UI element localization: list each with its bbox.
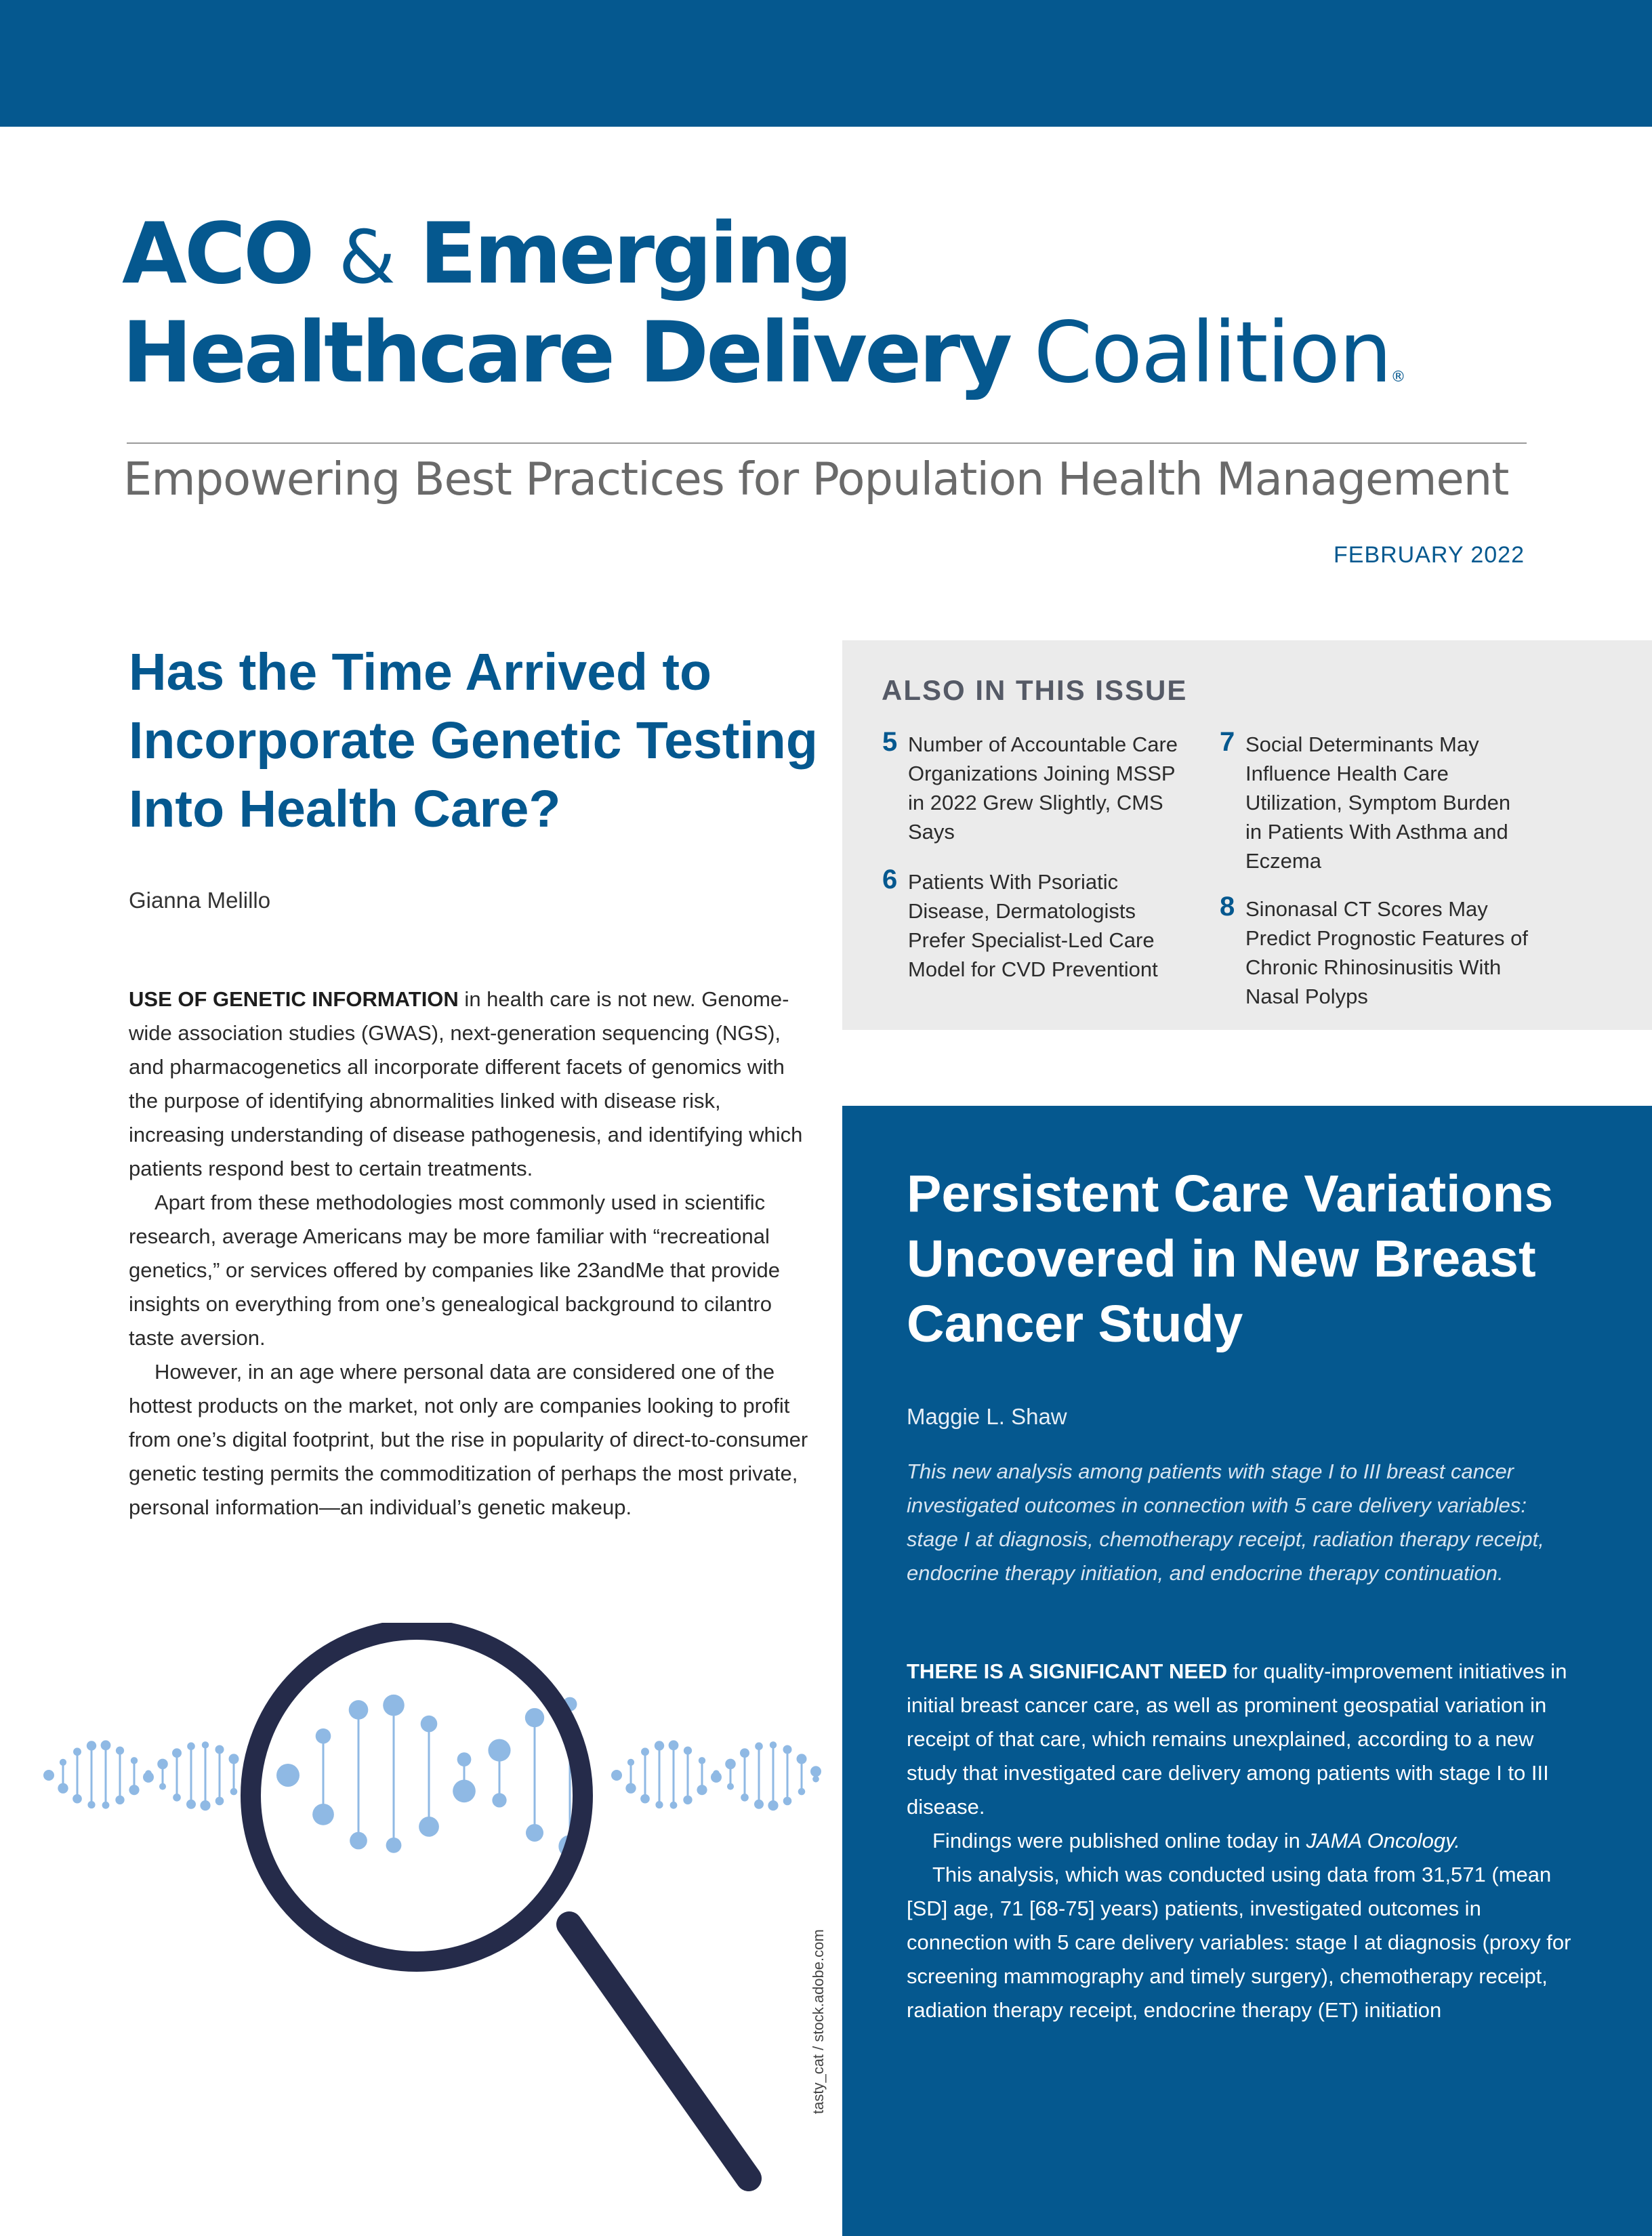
featured-article-panel xyxy=(842,1106,1652,2236)
dna-node xyxy=(202,1741,209,1748)
magnifier-handle xyxy=(569,1924,749,2178)
dna-node xyxy=(116,1746,124,1754)
toc-item[interactable] xyxy=(882,727,1193,846)
toc-page-number: 8 xyxy=(1220,892,1235,922)
dna-node xyxy=(131,1757,138,1764)
dna-node xyxy=(488,1739,510,1762)
article-2-dek: This new analysis among patients with stage I to III breast cancer investigated outcomes in connection with 5 care delivery variables: stage I at diagnosis, chemotherapy receipt, radiation therapy receipt, endocrine therapy initiation, and endocrine therapy continuation. xyxy=(907,1459,1544,1585)
masthead xyxy=(122,205,1531,428)
dna-node xyxy=(755,1742,763,1750)
dna-node xyxy=(215,1797,224,1806)
dna-node xyxy=(625,1783,636,1793)
dna-node xyxy=(73,1747,81,1756)
dna-node xyxy=(783,1797,792,1806)
article-1-paragraph xyxy=(129,982,813,1186)
dna-node xyxy=(783,1745,791,1754)
masthead-emerging: Emerging xyxy=(419,205,850,303)
dna-node xyxy=(421,1716,438,1733)
dna-node xyxy=(768,1800,778,1810)
dna-node xyxy=(101,1740,111,1750)
dna-node xyxy=(727,1783,734,1790)
dna-node xyxy=(87,1801,95,1808)
dna-node xyxy=(810,1766,821,1777)
dna-node xyxy=(281,1768,295,1782)
masthead-ampersand: & xyxy=(338,215,393,300)
article-1-paragraph-text: in health care is not new. Genome-wide association studies (GWAS), next-generation sequencing (NGS), and pharmacogenetics all incorporate different facets of genomics with the purpose of identifying abnormalities linked with disease risk, increasing understanding of disease pathogenesis, and identifying which patients respond best to certain treatments. xyxy=(129,987,803,1180)
masthead-tagline: Empowering Best Practices for Population Health Management xyxy=(123,453,1509,505)
toc-item-title: Sinonasal CT Scores May Predict Prognostic Features of Chronic Rhinosinusitis With Nasal Polyps xyxy=(1245,897,1528,1008)
dna-node xyxy=(741,1794,749,1802)
dna-node xyxy=(58,1783,68,1793)
dna-node xyxy=(526,1824,543,1842)
dna-node xyxy=(613,1772,620,1779)
dna-node xyxy=(316,1728,331,1744)
dna-node xyxy=(60,1759,66,1766)
dna-node xyxy=(349,1700,369,1720)
article-1-title: Has the Time Arrived to Incorporate Genetic Testing Into Health Care? xyxy=(129,643,818,838)
dna-node xyxy=(115,1796,124,1804)
masthead-coalition: Coalition xyxy=(1033,304,1391,402)
article-1-paragraph: Apart from these methodologies most commonly used in scientific research, average Americans may be more familiar with “recreational genetics,” or services offered by companies like 23andMe that provide insights on everything from one’s genealogical background to cilantro taste aversion. xyxy=(129,1191,780,1350)
dna-node xyxy=(45,1772,52,1779)
dna-node xyxy=(699,1757,705,1764)
dna-node xyxy=(145,1770,152,1777)
dna-node xyxy=(669,1740,679,1750)
dna-node xyxy=(812,1776,819,1783)
article-1-author: Gianna Melillo xyxy=(129,888,271,913)
dna-node xyxy=(525,1708,544,1727)
article-2-paragraph-text: Findings were published online today in xyxy=(932,1829,1306,1852)
registered-mark: ® xyxy=(1390,369,1406,386)
dna-node xyxy=(215,1745,224,1754)
dna-node xyxy=(172,1748,182,1758)
toc-item-title: Social Determinants May Influence Health Care Utilization, Symptom Burden in Patients With Asthma and Eczema xyxy=(1245,732,1511,873)
journal-name: JAMA Oncology. xyxy=(1306,1829,1460,1852)
dna-node xyxy=(159,1783,166,1790)
article-2-author: Maggie L. Shaw xyxy=(907,1404,1067,1429)
dna-node xyxy=(102,1802,110,1809)
toc-page-number: 7 xyxy=(1220,727,1235,757)
dna-strand-right xyxy=(611,1740,821,1810)
dna-node xyxy=(627,1759,634,1766)
dna-node xyxy=(683,1796,692,1804)
dna-node xyxy=(186,1800,196,1809)
article-2-paragraph-text: for quality-improvement initiatives in initial breast cancer care, as well as prominent geospatial variation in receipt of that care, which remains unexplained, according to a new study that investigated care delivery among patients with stage I to III disease. xyxy=(907,1659,1567,1819)
dna-node xyxy=(230,1788,238,1796)
dna-node xyxy=(770,1741,777,1748)
dna-node xyxy=(796,1754,806,1764)
dna-node xyxy=(697,1785,707,1795)
article-2-body xyxy=(907,1655,1584,2027)
dna-node xyxy=(684,1746,692,1754)
dna-node xyxy=(453,1780,476,1803)
dna-node xyxy=(641,1747,649,1756)
article-1-body xyxy=(129,982,813,1525)
masthead-rule xyxy=(127,442,1527,444)
dna-node xyxy=(754,1800,764,1809)
article-2-lead-in: THERE IS A SIGNIFICANT NEED xyxy=(907,1659,1228,1683)
toc-item-title: Patients With Psoriatic Disease, Dermatologists Prefer Specialist-Led Care Model for CVD Preventiont xyxy=(908,870,1158,981)
toc-item[interactable] xyxy=(882,865,1193,984)
dna-node xyxy=(492,1793,506,1807)
dna-node xyxy=(312,1804,334,1825)
masthead-healthcare-delivery: Healthcare Delivery xyxy=(122,304,1010,402)
dna-node xyxy=(419,1817,439,1837)
also-in-this-issue-heading: ALSO IN THIS ISSUE xyxy=(882,674,1188,706)
dna-node xyxy=(173,1794,181,1802)
article-1-lead-in: USE OF GENETIC INFORMATION xyxy=(129,987,459,1011)
dna-node xyxy=(228,1754,239,1764)
dna-node xyxy=(457,1752,472,1766)
article-2-paragraph xyxy=(907,1824,1584,1858)
dna-node xyxy=(73,1794,82,1804)
dna-node xyxy=(655,1801,663,1808)
toc-item-title: Number of Accountable Care Organizations Joining MSSP in 2022 Grew Slightly, CMS Says xyxy=(908,732,1178,844)
article-2-paragraph xyxy=(907,1655,1584,1824)
issue-date: FEBRUARY 2022 xyxy=(1334,542,1525,568)
masthead-line-1 xyxy=(122,205,1531,303)
top-color-bar xyxy=(0,0,1652,127)
dna-magnifier-illustration xyxy=(34,1623,833,2192)
dna-node xyxy=(157,1759,168,1770)
toc-page-number: 5 xyxy=(882,727,898,757)
dna-node xyxy=(386,1838,402,1853)
dna-strand-magnified xyxy=(276,1695,581,1858)
dna-node xyxy=(383,1695,405,1716)
dna-node xyxy=(725,1759,736,1770)
dna-node xyxy=(129,1785,139,1795)
dna-strand-left xyxy=(43,1740,253,1810)
dna-node xyxy=(87,1741,96,1750)
image-credit: tasty_cat / stock.adobe.com xyxy=(810,1929,827,2114)
toc-page-number: 6 xyxy=(882,865,898,894)
dna-node xyxy=(655,1741,664,1750)
dna-node xyxy=(187,1742,195,1750)
dna-node xyxy=(350,1832,367,1850)
dna-node xyxy=(670,1802,678,1809)
masthead-line-2 xyxy=(122,302,1531,428)
magnifying-glass-icon xyxy=(251,1630,583,1962)
toc-item[interactable] xyxy=(1220,892,1530,1011)
dna-node xyxy=(713,1770,720,1777)
dna-node xyxy=(740,1748,749,1758)
article-2-title: Persistent Care Variations Uncovered in New Breast Cancer Study xyxy=(907,1165,1554,1353)
toc-item[interactable] xyxy=(1220,727,1530,875)
also-in-this-issue-box xyxy=(842,640,1652,1030)
masthead-aco: ACO xyxy=(122,205,312,303)
article-2-paragraph: This analysis, which was conducted using data from 31,571 (mean [SD] age, 71 [68-75] years) patients, investigated outcomes in connection with 5 care delivery variables: stage I at diagnosis (proxy for screening mammography and timely surgery), chemotherapy receipt, radiation therapy receipt, endocrine therapy (ET) initiation xyxy=(907,1863,1571,2022)
dna-node xyxy=(640,1794,650,1804)
dna-node xyxy=(798,1788,806,1796)
article-1-paragraph: However, in an age where personal data are considered one of the hottest products on the market, not only are companies looking to profit from one’s digital footprint, but the rise in popularity of direct-to-consumer genetic testing permits the commoditization of perhaps the most private, personal information—an individual’s genetic makeup. xyxy=(129,1360,808,1519)
dna-node xyxy=(200,1800,210,1810)
